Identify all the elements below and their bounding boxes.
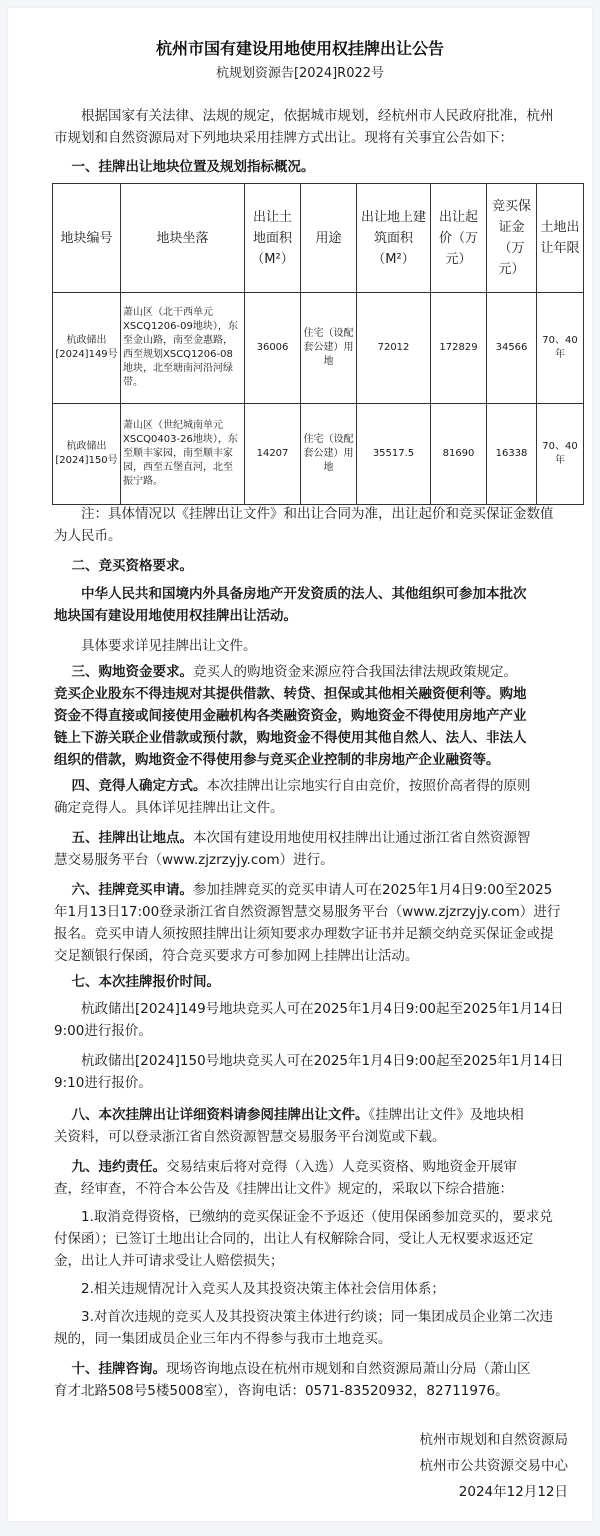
- cell-start-price: 172829: [431, 293, 487, 404]
- cell-land-area: 36006: [245, 293, 301, 404]
- section-7-plot-149: 杭政储出[2024]149号地块竞买人可在2025年1月4日9:00起至2025年1月14日 9:00进行报价。: [54, 1001, 564, 1039]
- section-10: 十、挂牌咨询。现场咨询地点设在杭州市规划和自然资源局萧山分局（萧山区 育才北路508号5楼5008室），咨询电话：0571-83520932，82711976。: [54, 1361, 531, 1399]
- intro-paragraph: [54, 105, 564, 149]
- table-row: [53, 404, 584, 505]
- section-3-lead: 竞买人的购地资金来源应符合我国法律法规政策规定。: [193, 664, 518, 680]
- cell-term: 70、40年: [537, 404, 584, 505]
- table-row: [53, 293, 584, 404]
- document-number: 杭规划资源告[2024]R022号: [215, 66, 385, 81]
- signatory-bureau: 杭州市规划和自然资源局: [419, 1432, 568, 1448]
- header-plot-id: 地块编号: [53, 184, 121, 293]
- header-land-area: 出让土地面积（M²）: [245, 184, 301, 293]
- intro-line: 根据国家有关法律、法规的规定，依据城市规划，经杭州市人民政府批准，杭州: [81, 108, 554, 124]
- section-3-title: 三、购地资金要求。: [71, 664, 194, 680]
- land-plot-table: [52, 183, 584, 505]
- section-9-item-1: 1.取消竞得资格，已缴纳的竞买保证金不予返还（使用保函参加竞买的，要求兑 付保函）；已签订土地出让合同的，出让人有权解除合同，受让人无权要求返还定 金，出让人并可请求受让人赔偿损失；: [54, 1209, 553, 1269]
- header-term: 土地出让年限: [537, 184, 584, 293]
- notice-page: [7, 7, 593, 1522]
- section-9-item-3: 3.对首次违规的竞买人及其投资决策主体进行约谈；同一集团成员企业第二次违 规的，同一集团成员企业三年内不得参与我市土地竞买。: [54, 1309, 553, 1347]
- section-2-detail: 具体要求详见挂牌出让文件。: [81, 638, 257, 654]
- header-start-price: 出让起价（万元）: [431, 184, 487, 293]
- cell-location: 萧山区（北干西单元XSCQ1206-09地块），东至金山路，南至金惠路，西至规划XSCQ1206-08地块，北至塘南河沿河绿带。: [121, 293, 245, 404]
- cell-deposit: 16338: [487, 404, 537, 505]
- section-1-title: 一、挂牌出让地块位置及规划指标概况。: [71, 159, 315, 175]
- section-7-plot-150: 杭政储出[2024]150号地块竞买人可在2025年1月4日9:00起至2025年1月14日 9:10进行报价。: [54, 1053, 564, 1091]
- section-9-title: 九、违约责任。: [71, 1159, 167, 1175]
- section-10-title: 十、挂牌咨询。: [71, 1361, 167, 1377]
- section-6-title: 六、挂牌竞买申请。: [71, 882, 194, 898]
- section-9-item-2: 2.相关违规情况计入竞买人及其投资决策主体社会信用体系；: [81, 1281, 445, 1297]
- signatory-exchange-center: 杭州市公共资源交易中心: [419, 1458, 568, 1474]
- price-note: 注：具体情况以《挂牌出让文件》和出让合同为准，出让起价和竞买保证金数值 为人民币。: [54, 506, 554, 544]
- cell-location: 萧山区（世纪城南单元XSCQ0403-26地块），东至顺丰家园，南至顺丰家园，西至五堡直河，北至振宁路。: [121, 404, 245, 505]
- section-8-title: 八、本次挂牌出让详细资料请参阅挂牌出让文件。: [71, 1107, 369, 1123]
- cell-usage: 住宅（设配套公建）用地: [301, 293, 357, 404]
- section-8: 八、本次挂牌出让详细资料请参阅挂牌出让文件。《挂牌出让文件》及地块相 关资料，可以登录浙江省自然资源智慧交易服务平台浏览或下载。: [54, 1107, 524, 1145]
- cell-start-price: 81690: [431, 404, 487, 505]
- section-7-title: 七、本次挂牌报价时间。: [71, 974, 221, 990]
- intro-line: 市规划和自然资源局对下列地块采用挂牌方式出让。现将有关事宜公告如下：: [54, 130, 513, 146]
- cell-plot-id: 杭政储出[2024]149号: [53, 293, 121, 404]
- header-location: 地块坐落: [121, 184, 245, 293]
- section-5: 五、挂牌出让地点。本次国有建设用地使用权挂牌出让通过浙江省自然资源智 慧交易服务平台（www.zjzrzyjy.com）进行。: [54, 830, 531, 868]
- issue-date: 2024年12月12日: [458, 1484, 568, 1500]
- section-3: 三、购地资金要求。竞买人的购地资金来源应符合我国法律法规政策规定。 竞买企业股东不得违规对其提供借款、转贷、担保或其他相关融资便利等。购地 资金不得直接或间接使用金融机构各类融资资金，购地资金不得使用房地产产业 链上下游关联企业借款或预付款，购地资金不得使用其他自然人、法人、非法人 组织的借款，购地资金不得使用参与竞买企业控制的非房地产企业融资等。: [54, 664, 527, 768]
- table-header-row: [53, 184, 584, 293]
- header-usage: 用途: [301, 184, 357, 293]
- section-5-title: 五、挂牌出让地点。: [71, 830, 194, 846]
- cell-plot-id: 杭政储出[2024]150号: [53, 404, 121, 505]
- cell-floor-area: 35517.5: [357, 404, 431, 505]
- page-title: 杭州市国有建设用地使用权挂牌出让公告: [155, 39, 444, 58]
- cell-land-area: 14207: [245, 404, 301, 505]
- header-deposit: 竞买保证金（万元）: [487, 184, 537, 293]
- section-4-title: 四、竞得人确定方式。: [71, 778, 207, 794]
- cell-floor-area: 72012: [357, 293, 431, 404]
- section-2-title: 二、竞买资格要求。: [71, 558, 194, 574]
- section-4: 四、竞得人确定方式。本次挂牌出让宗地实行自由竞价，按照价高者得的原则 确定竞得人。具体详见挂牌出让文件。: [54, 778, 531, 816]
- cell-deposit: 34566: [487, 293, 537, 404]
- cell-term: 70、40年: [537, 293, 584, 404]
- header-floor-area: 出让地上建筑面积（M²）: [357, 184, 431, 293]
- section-9: 九、违约责任。交易结束后将对竞得（入选）人竞买资格、购地资金开展审 查，经审查，不符合本公告及《挂牌出让文件》规定的，采取以下综合措施：: [54, 1159, 518, 1197]
- section-2-body: 中华人民共和国境内外具备房地产开发资质的法人、其他组织可参加本批次 地块国有建设用地使用权挂牌出让活动。: [54, 586, 527, 624]
- cell-usage: 住宅（设配套公建）用地: [301, 404, 357, 505]
- section-6: 六、挂牌竞买申请。参加挂牌竞买的竞买申请人可在2025年1月4日9:00至2025 年1月13日17:00登录浙江省自然资源智慧交易服务平台（www.zjzrzyjy.com）进行 报名。竞买申请人须按照挂牌出让须知要求办理数字证书并足额交纳竞买保证金或提 交足额银行保函，符合竞买要求方可参加网上挂牌出让活动。: [54, 882, 561, 964]
